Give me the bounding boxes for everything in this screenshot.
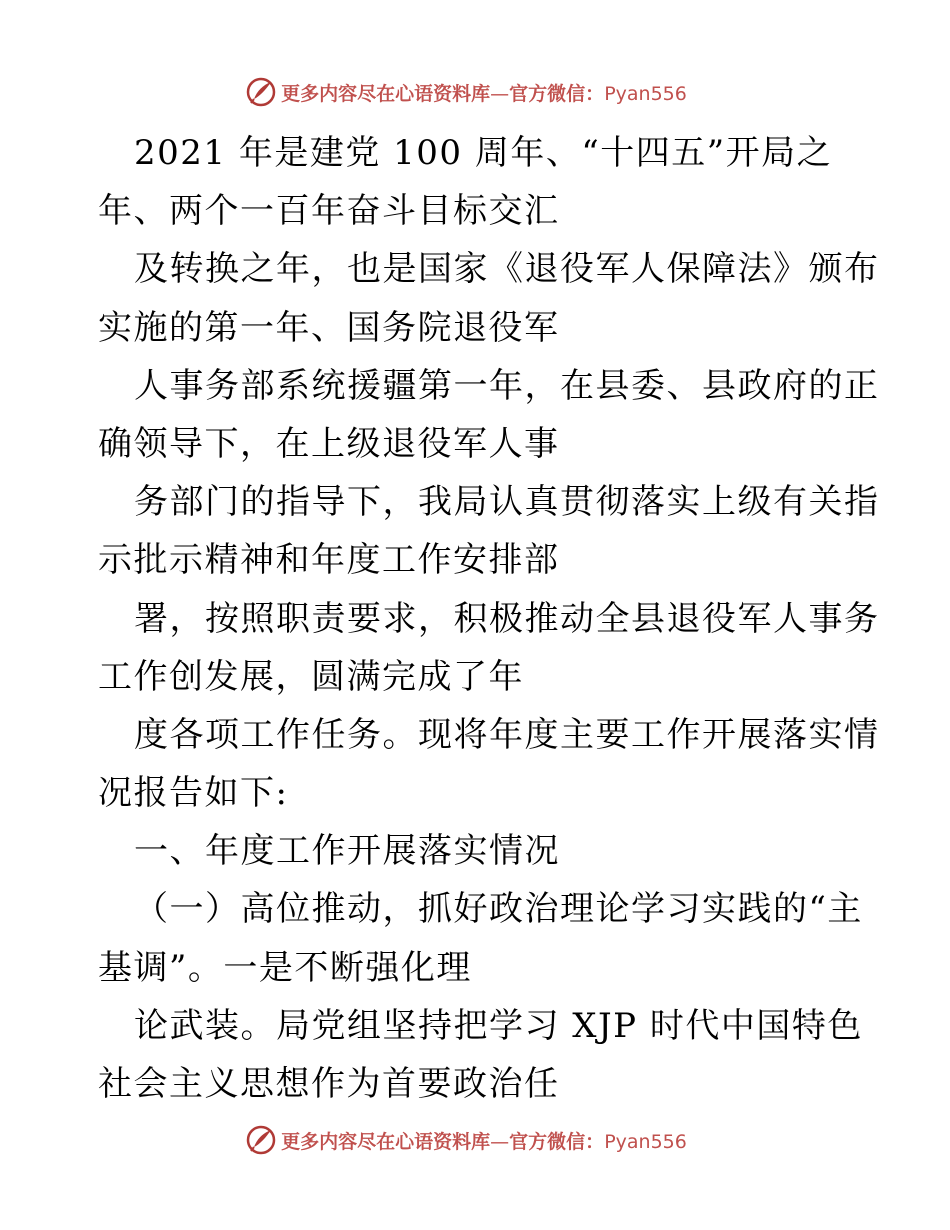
header-separator: — [490, 82, 510, 105]
footer-wechat-label: 官方微信： [509, 1130, 605, 1153]
document-line: 基调”。一是不断强化理 [98, 947, 472, 988]
document-line: 及转换之年，也是国家《退役军人保障法》颁布 [134, 249, 880, 290]
header-wechat-label: 官方微信： [509, 82, 605, 105]
footer-banner-text [281, 1127, 687, 1154]
document-line: 况报告如下: [98, 773, 289, 814]
header-brand-text: 更多内容尽在心语资料库 [281, 82, 491, 105]
footer-brand-text: 更多内容尽在心语资料库 [281, 1130, 491, 1153]
footer-separator: — [490, 1130, 510, 1153]
document-line: 论武装。局党组坚持把学习 XJP 时代中国特色 [134, 1005, 863, 1046]
header-banner [0, 72, 950, 112]
document-line: 年、两个一百年奋斗目标交汇 [98, 191, 560, 232]
footer-wechat-id: Pyan556 [604, 1130, 687, 1153]
document-line: 人事务部系统援疆第一年，在县委、县政府的正 [134, 365, 880, 406]
document-line: 示批示精神和年度工作安排部 [98, 540, 560, 581]
footer-banner [0, 1120, 950, 1160]
subsection-heading: （一）高位推动，抓好政治理论学习实践的“主 [134, 889, 863, 930]
document-line: 2021 年是建党 100 周年、“十四五”开局之 [134, 133, 833, 173]
document-line: 工作创发展，圆满完成了年 [98, 656, 524, 697]
footer-banner-content [245, 1124, 687, 1156]
document-line: 实施的第一年、国务院退役军 [98, 307, 560, 348]
document-line: 社会主义思想作为首要政治任 [98, 1064, 560, 1104]
header-banner-text [281, 79, 687, 106]
document-line: 确领导下，在上级退役军人事 [98, 423, 560, 464]
document-body [98, 124, 880, 1113]
header-wechat-id: Pyan556 [604, 82, 687, 105]
quill-pen-logo-icon [245, 1124, 277, 1156]
header-banner-content [245, 76, 687, 108]
document-line: 署，按照职责要求，积极推动全县退役军人事务 [134, 598, 880, 639]
document-line: 务部门的指导下，我局认真贯彻落实上级有关指 [134, 482, 880, 523]
document-line: 度各项工作任务。现将年度主要工作开展落实情 [134, 714, 880, 755]
quill-pen-logo-icon [245, 76, 277, 108]
section-heading: 一、年度工作开展落实情况 [134, 831, 560, 872]
